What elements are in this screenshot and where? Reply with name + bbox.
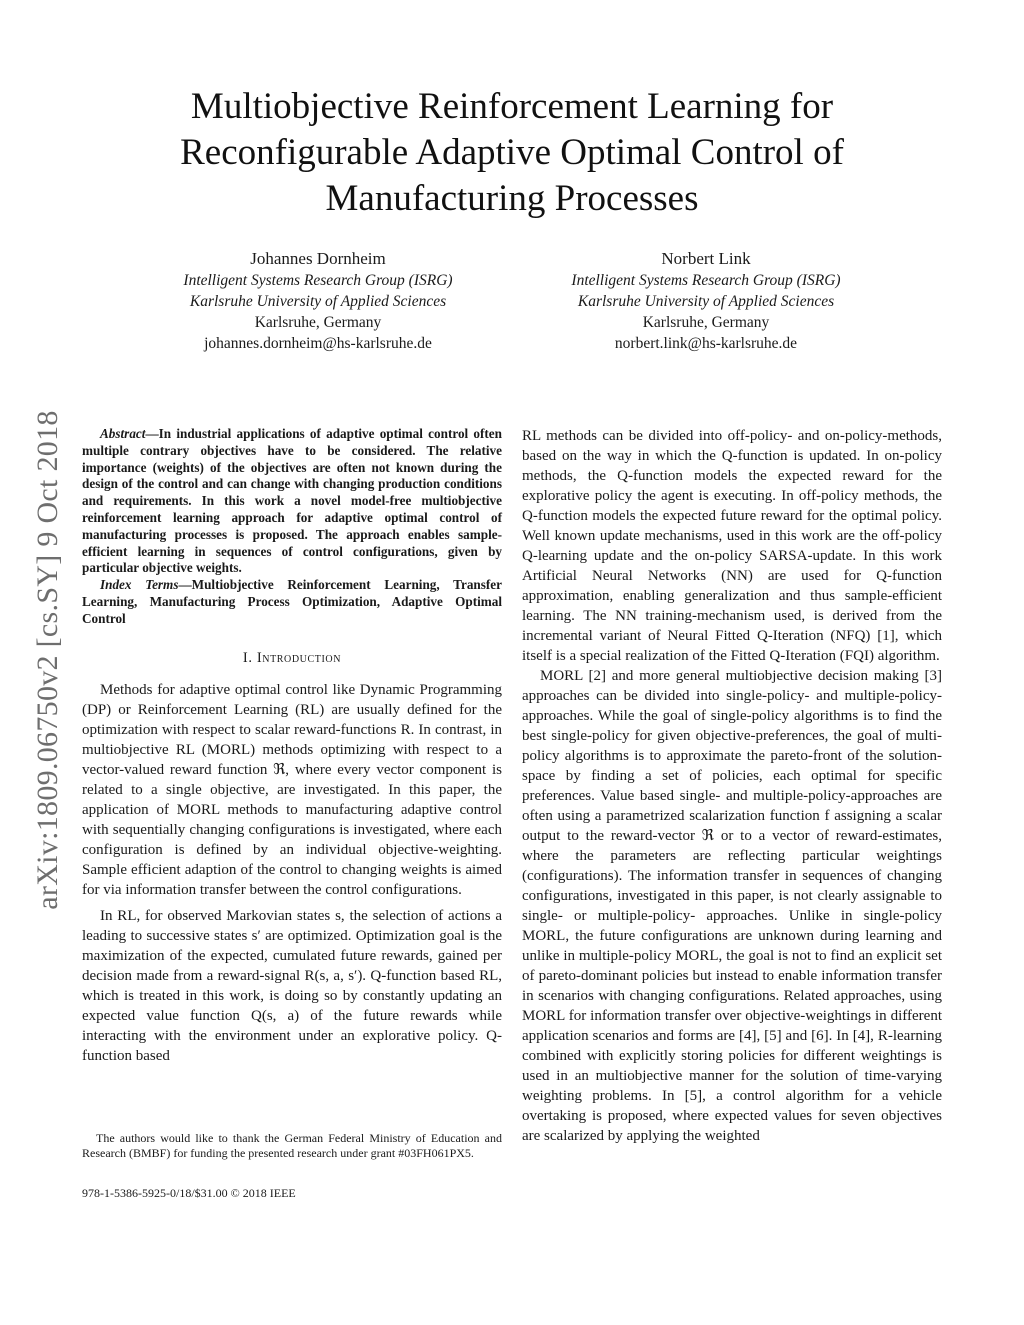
author-email: johannes.dornheim@hs-karlsruhe.de (204, 335, 432, 352)
author-block-2 (516, 248, 896, 354)
index-terms-text: —Multiobjective Reinforcement Learning, Transfer Learning, Manufacturing Process Optimization, Adaptive Optimal Control (82, 577, 502, 626)
author-group: Intelligent Systems Research Group (ISRG) (571, 272, 841, 289)
title-line: Reconfigurable Adaptive Optimal Control of (180, 132, 844, 173)
left-column (82, 426, 502, 1066)
author-university: Karlsruhe University of Applied Sciences (189, 293, 447, 310)
body-paragraph: RL methods can be divided into off-policy- and on-policy-methods, based on the way in which the Q-function is updated. In on-policy methods, the Q-function models the expected reward for the explorative policy the agent is executing. In off-policy methods, the Q-function models the expected future reward for the optimal policy. Well known update mechanisms, used in this work are the off-policy Q-learning update and the on-policy SARSA-update. In this work Artificial Neural Networks (NN) are used for Q-function approximation, enabling generalization and thus sample-efficient learning. The NN training-mechanism used, is derived from the incremental variant of Neural Fitted Q-Iteration (NFQ) [1], which itself is a special realization of the Fitted Q-Iteration (FQI) algorithm. (522, 428, 942, 664)
copyright-notice: 978-1-5386-5925-0/18/$31.00 © 2018 IEEE (82, 1186, 296, 1200)
section-heading (82, 648, 502, 668)
arxiv-identifier: arXiv:1809.06750v2 [cs.SY] 9 Oct 2018 (31, 410, 64, 910)
author-email: norbert.link@hs-karlsruhe.de (614, 335, 798, 352)
paper-title (130, 84, 894, 222)
title-line: Manufacturing Processes (325, 178, 699, 219)
index-terms-label: Index Terms (100, 577, 179, 593)
abstract-label: Abstract (100, 426, 146, 441)
body-paragraph: MORL [2] and more general multiobjective decision making [3] approaches can be divided into single-policy- and multiple-policy-approaches. While the goal of single-policy algorithms is to find the best single-policy for given objective-preferences, the goal of multi-policy algorithms is to approximate the pareto-front of the solution-space by finding a set of policies, each optimal for specific preferences. Value based single- and multiple-policy-approaches are often using a parametrized scalarization function f assigning a scalar output to the reward-vector ℜ or to a vector of reward-estimates, where the parameters are reflecting particular weightings (configurations). The information transfer in sequences of changing configurations, investigated in this paper, is not clearly assignable to single- or multiple-policy- approaches. Unlike in single-policy MORL, the future configurations are unknown during learning and unlike in multiple-policy MORL, the goal is not to find an explicit set of pareto-dominant policies but instead to enable information transfer in scenarios with changing configurations. Related approaches, using MORL for information transfer over objective-weightings in different application scenarios and forms are [4], [5] and [6]. In [4], R-learning combined with explicitly storing policies for different weightings is used in an multiobjective manner for the solution of time-varying weighting problems. In [5], a control algorithm for a vehicle overtaking is proposed, where expected values for seven objectives are scalarized by applying the weighted (522, 668, 942, 1144)
author-name: Johannes Dornheim (250, 249, 386, 268)
section-title: Introduction (256, 649, 342, 666)
section-number: I. (242, 649, 253, 666)
author-block-1 (128, 248, 508, 354)
abstract-text: —In industrial applications of adaptive optimal control often multiple contrary objectives have to be considered. The relative importance (weights) of the objectives are often not known during the design of the control and can change with changing production conditions and requirements. In this work a novel model-free multiobjective reinforcement learning approach for adaptive optimal control of manufacturing processes is proposed. The approach enables sample-efficient learning in sequences of control configurations, given by particular objective weights. (82, 426, 502, 576)
abstract (82, 426, 502, 577)
body-paragraph: In RL, for observed Markovian states s, the selection of actions a leading to successive states s′ are optimized. Optimization goal is the maximization of the expected, cumulated future rewards, gained per decision made from a reward-signal R(s, a, s′). Q-function based RL, which is treated in this work, is doing so by constantly updating an expected value function Q(s, a) of the future rewards while interacting with the environment under an explorative policy. Q-function based (82, 907, 502, 1064)
index-terms (82, 577, 502, 627)
author-name: Norbert Link (661, 249, 751, 268)
title-line: Multiobjective Reinforcement Learning for (190, 86, 834, 127)
author-location: Karlsruhe, Germany (254, 314, 382, 331)
author-location: Karlsruhe, Germany (642, 314, 770, 331)
author-group: Intelligent Systems Research Group (ISRG) (183, 272, 453, 289)
funding-footnote: The authors would like to thank the German Federal Ministry of Education and Research (BMBF) for funding the presented research under grant #03FH061PX5. (82, 1131, 502, 1160)
body-paragraph: Methods for adaptive optimal control like Dynamic Programming (DP) or Reinforcement Learning (RL) are usually defined for the optimization with respect to scalar reward-functions R. In contrast, in multiobjective RL (MORL) methods optimizing with respect to a vector-valued reward function ℜ, where every vector component is related to a single objective, are investigated. In this paper, the application of MORL methods to manufacturing adaptive control with sequentially changing configurations is investigated, where each configuration is defined by an individual objective-weighting. Sample efficient adaption of the control to changing weights is aimed for via information transfer between the control configurations. (82, 681, 502, 898)
right-column (522, 426, 942, 1146)
author-university: Karlsruhe University of Applied Sciences (577, 293, 835, 310)
